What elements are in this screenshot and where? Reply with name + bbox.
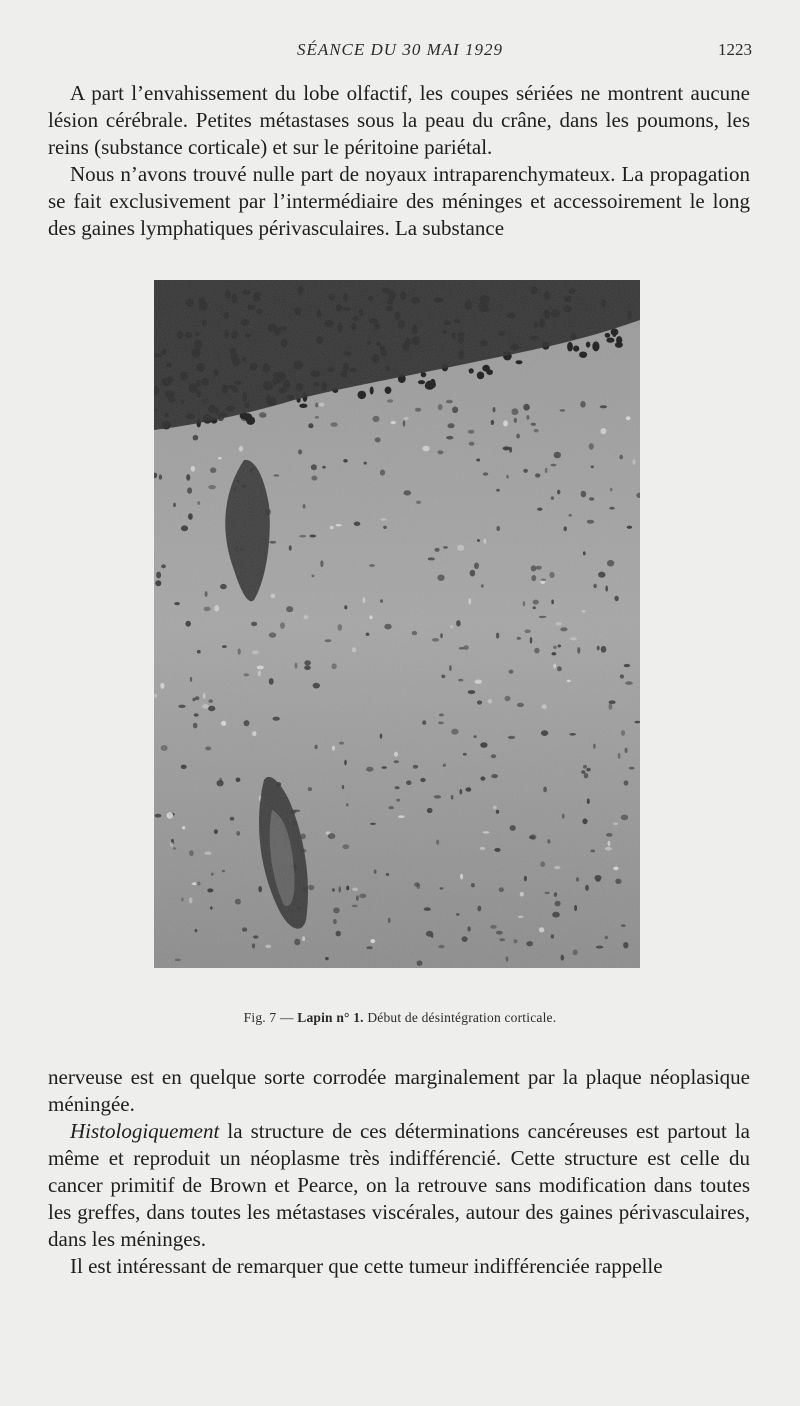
paragraph: A part l’envahissement du lobe olfactif, les coupes sériées ne montrent aucune lésion cérébrale. Petites métastases sous la peau du crâne, dans les poumons, les reins (substance corticale) et sur le péritoine pariétal. — [48, 81, 750, 159]
running-header — [48, 40, 752, 66]
italic-lead: Histologiquement — [70, 1119, 220, 1143]
caption-subject: Lapin n° 1. — [297, 1010, 364, 1025]
header-title: SÉANCE DU 30 MAI 1929 — [296, 40, 504, 59]
paragraph — [48, 1118, 750, 1253]
paragraph: nerveuse est en quelque sorte corrodée marginalement par la plaque néoplasique méningée. — [48, 1065, 750, 1116]
micrograph-figure — [154, 280, 640, 968]
figure-caption — [48, 1010, 752, 1026]
paragraph-text: la structure de ces déterminations cancéreuses est partout la même et reproduit un néoplasme très indifférencié. Cette structure est celle du cancer primitif de Brown et Pearce, on la retrouve sans modification dans toutes les greffes, dans toutes les métastases viscérales, autour des gaines périvasculaires, dans les méninges. — [48, 1119, 750, 1251]
micrograph-image — [154, 280, 640, 968]
page-number: 1223 — [718, 40, 752, 59]
paragraph: Il est intéressant de remarquer que cette tumeur indifférenciée rappelle — [70, 1254, 663, 1278]
caption-text: Début de désintégration corticale. — [367, 1010, 557, 1025]
text-block-top — [48, 80, 750, 242]
paragraph: Nous n’avons trouvé nulle part de noyaux intraparenchymateux. La propagation se fait exclusivement par l’intermédiaire des méninges et accessoirement le long des gaines lymphatiques périvasculaires. La substance — [48, 162, 750, 240]
caption-prefix: Fig. 7 — — [243, 1010, 294, 1025]
text-block-bottom — [48, 1064, 750, 1280]
